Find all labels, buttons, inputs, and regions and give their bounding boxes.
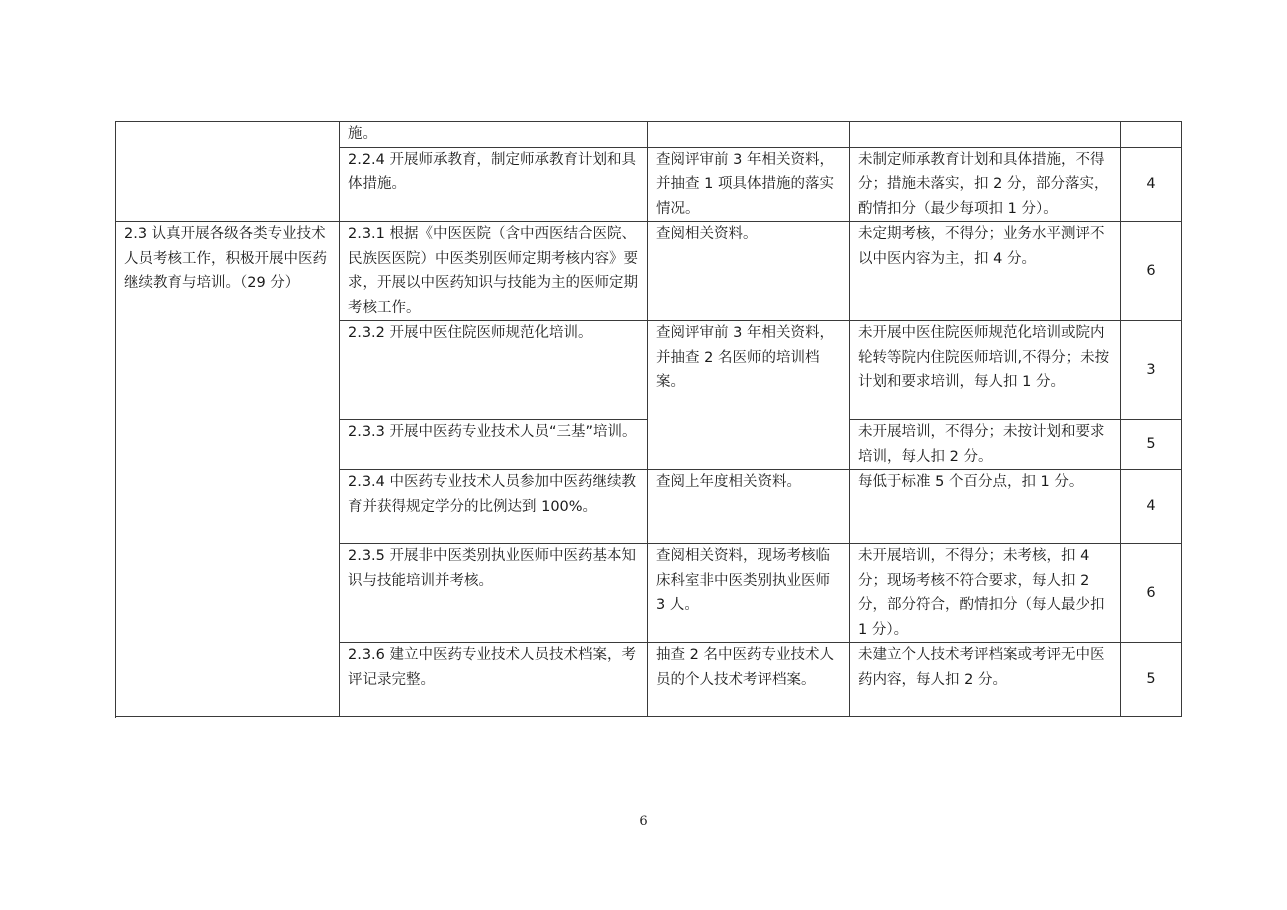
criteria-cell: 未开展中医住院医师规范化培训或院内轮转等院内住院医师培训,不得分；未按计划和要求培训，每人扣 1 分。 [850, 321, 1121, 420]
method-cell: 查阅上年度相关资料。 [648, 470, 850, 544]
page-number: 6 [639, 814, 648, 829]
section-cell-empty [116, 122, 340, 222]
score-cell [1121, 122, 1182, 148]
method-cell: 抽查 2 名中医药专业技术人员的个人技术考评档案。 [648, 643, 850, 717]
section-cell: 2.3 认真开展各级各类专业技术人员考核工作，积极开展中医药继续教育与培训。（29 分） [116, 222, 340, 717]
item-cell: 2.3.1 根据《中医医院（含中西医结合医院、民族医医院）中医类别医师定期考核内容》要求，开展以中医药知识与技能为主的医师定期考核工作。 [340, 222, 648, 321]
criteria-cell: 未建立个人技术考评档案或考评无中医药内容，每人扣 2 分。 [850, 643, 1121, 717]
score-cell: 6 [1121, 222, 1182, 321]
criteria-cell [850, 122, 1121, 148]
item-cell: 2.3.3 开展中医药专业技术人员“三基”培训。 [340, 420, 648, 470]
method-cell: 查阅相关资料，现场考核临床科室非中医类别执业医师 3 人。 [648, 544, 850, 643]
score-cell: 3 [1121, 321, 1182, 420]
method-cell: 查阅相关资料。 [648, 222, 850, 321]
criteria-cell: 每低于标准 5 个百分点，扣 1 分。 [850, 470, 1121, 544]
criteria-cell: 未定期考核，不得分；业务水平测评不以中医内容为主，扣 4 分。 [850, 222, 1121, 321]
score-cell: 4 [1121, 470, 1182, 544]
item-cell: 2.3.5 开展非中医类别执业医师中医药基本知识与技能培训并考核。 [340, 544, 648, 643]
criteria-cell: 未开展培训，不得分；未考核，扣 4 分；现场考核不符合要求，每人扣 2 分，部分符合，酌情扣分（每人最少扣 1 分）。 [850, 544, 1121, 643]
criteria-cell: 未制定师承教育计划和具体措施，不得分；措施未落实，扣 2 分，部分落实，酌情扣分（最少每项扣 1 分）。 [850, 147, 1121, 222]
item-cell: 2.2.4 开展师承教育，制定师承教育计划和具体措施。 [340, 147, 648, 222]
score-cell: 4 [1121, 147, 1182, 222]
item-cell: 2.3.2 开展中医住院医师规范化培训。 [340, 321, 648, 420]
score-cell: 6 [1121, 544, 1182, 643]
method-cell: 查阅评审前 3 年相关资料，并抽查 2 名医师的培训档案。 [648, 321, 850, 470]
table-row [116, 222, 1182, 321]
item-cell: 施。 [340, 122, 648, 148]
table-row [116, 122, 1182, 148]
item-cell: 2.3.6 建立中医药专业技术人员技术档案，考评记录完整。 [340, 643, 648, 717]
evaluation-table [115, 121, 1182, 717]
criteria-cell: 未开展培训，不得分；未按计划和要求培训，每人扣 2 分。 [850, 420, 1121, 470]
method-cell: 查阅评审前 3 年相关资料，并抽查 1 项具体措施的落实情况。 [648, 147, 850, 222]
item-cell: 2.3.4 中医药专业技术人员参加中医药继续教育并获得规定学分的比例达到 100%。 [340, 470, 648, 544]
score-cell: 5 [1121, 643, 1182, 717]
score-cell: 5 [1121, 420, 1182, 470]
method-cell [648, 122, 850, 148]
